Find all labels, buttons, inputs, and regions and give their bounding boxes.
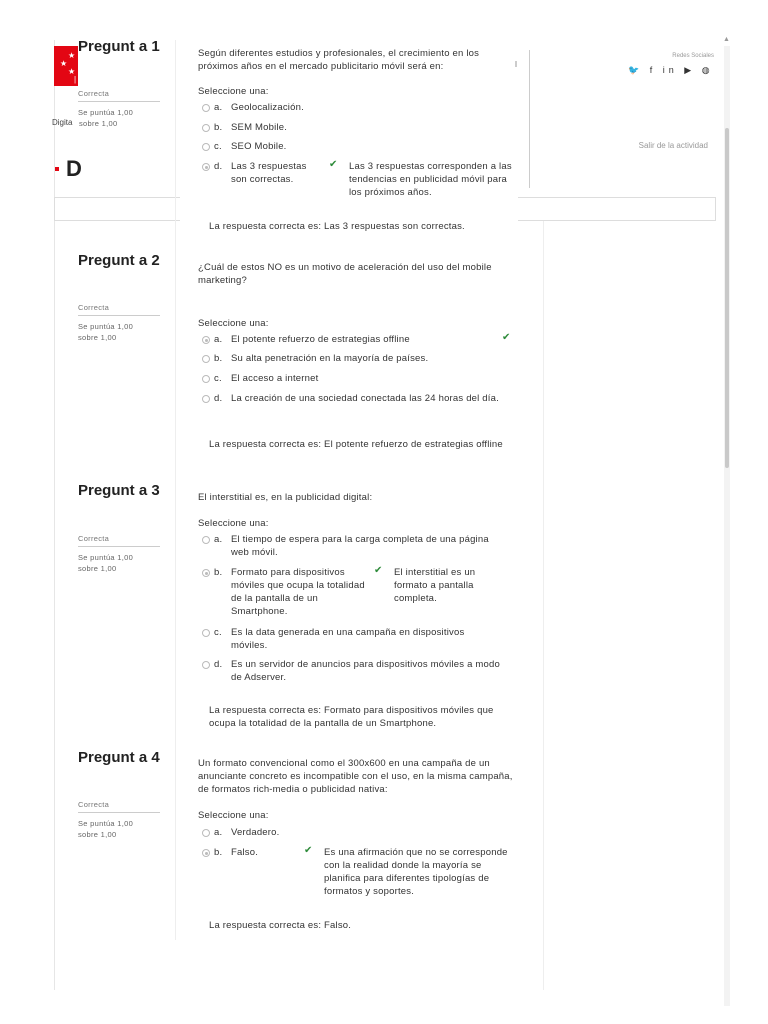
option-letter: a. <box>214 334 223 345</box>
radio-button[interactable] <box>202 536 210 544</box>
question-1-state: Correcta <box>78 89 160 102</box>
option-text: La creación de una sociedad conectada las 24 horas del día. <box>231 393 499 404</box>
option-letter: d. <box>214 659 223 670</box>
option-letter: c. <box>214 141 222 152</box>
facebook-icon[interactable]: f <box>649 65 657 75</box>
scroll-up-arrow-icon[interactable]: ▲ <box>723 36 730 43</box>
question-1-text: Según diferentes estudios y profesionales, el crecimiento en los próximos años en el mercado publicitario móvil será en: <box>198 48 480 72</box>
radio-button-selected[interactable] <box>202 569 210 577</box>
question-4-correct-answer: La respuesta correcta es: Falso. <box>209 920 352 931</box>
question-3-option-b[interactable] <box>202 566 367 622</box>
radio-button[interactable] <box>202 661 210 669</box>
option-text: Formato para dispositivos móviles que ocupa la totalidad de la pantalla de un Smartphone. <box>231 567 365 617</box>
question-4-option-a[interactable] <box>202 826 402 840</box>
option-text: El tiempo de espera para la carga completa de una página web móvil. <box>231 534 489 558</box>
question-2-text: ¿Cuál de estos NO es un motivo de aceleración del uso del mobile marketing? <box>198 262 492 286</box>
option-letter: a. <box>214 827 223 838</box>
exit-activity-link[interactable]: Salir de la actividad <box>638 141 708 150</box>
grade-line: Se puntúa 1,00 <box>78 108 134 117</box>
question-1-option-d[interactable] <box>202 160 322 188</box>
org-name: Digita <box>52 118 73 127</box>
question-2-number: Pregunt a 2 <box>78 252 160 269</box>
question-3-text: El interstitial es, en la publicidad digital: <box>198 492 373 503</box>
check-icon: ✔ <box>374 565 383 576</box>
option-text: SEM Mobile. <box>231 122 288 133</box>
question-2-option-c[interactable] <box>202 372 502 386</box>
question-1-correct-answer: La respuesta correcta es: Las 3 respuestas son correctas. <box>209 221 465 232</box>
radio-button[interactable] <box>202 395 210 403</box>
option-letter: d. <box>214 393 223 404</box>
question-2-state: Correcta <box>78 303 160 316</box>
social-title: Redes Sociales <box>672 53 714 59</box>
option-letter: b. <box>214 353 223 364</box>
option-letter: b. <box>214 847 223 858</box>
question-3-option-c[interactable] <box>202 626 502 654</box>
question-1-grade <box>78 107 168 118</box>
question-1-option-a[interactable] <box>202 101 502 115</box>
radio-button-selected[interactable] <box>202 163 210 171</box>
radio-button[interactable] <box>202 829 210 837</box>
page-title-letter: D <box>66 156 82 181</box>
option-letter: b. <box>214 122 223 133</box>
question-1-number: Pregunt a 1 <box>78 38 160 55</box>
option-letter: c. <box>214 627 222 638</box>
option-text: SEO Mobile. <box>231 141 287 152</box>
check-icon: ✔ <box>502 332 511 343</box>
radio-button[interactable] <box>202 143 210 151</box>
question-1-select-label: Seleccione una: <box>198 86 269 97</box>
option-text: El potente refuerzo de estrategias offline <box>231 334 410 345</box>
twitter-icon[interactable]: 🐦 <box>628 65 644 75</box>
pane-divider <box>175 40 176 940</box>
option-text: Geolocalización. <box>231 102 304 113</box>
question-2-option-a[interactable] <box>202 333 502 347</box>
option-letter: a. <box>214 102 223 113</box>
option-letter: d. <box>214 161 223 172</box>
option-text: El acceso a internet <box>231 373 319 384</box>
question-4-select-label: Seleccione una: <box>198 810 269 821</box>
question-2-grade: Se puntúa 1,00 <box>78 322 134 331</box>
question-4-grade: Se puntúa 1,00 <box>78 819 134 828</box>
question-2-option-d[interactable] <box>202 392 512 420</box>
question-2-grade-max: sobre 1,00 <box>78 333 117 342</box>
question-1-panel-edge <box>529 50 530 188</box>
question-1-grade-max: sobre 1,00 <box>79 119 118 128</box>
question-2-option-b[interactable] <box>202 352 502 366</box>
option-text: Verdadero. <box>231 827 280 838</box>
question-1-option-b[interactable] <box>202 121 502 135</box>
right-page-rule <box>543 220 544 990</box>
question-4-number: Pregunt a 4 <box>78 749 160 766</box>
question-1-option-c[interactable] <box>202 140 502 154</box>
radio-button[interactable] <box>202 355 210 363</box>
option-letter: a. <box>214 534 223 545</box>
globe-icon[interactable]: ◍ <box>701 65 714 75</box>
option-letter: c. <box>214 373 222 384</box>
question-3-correct-answer: La respuesta correcta es: Formato para dispositivos móviles que ocupa la totalidad de la pantalla de un Smartphone. <box>209 705 494 729</box>
question-1-feedback: Las 3 respuestas corresponden a las tendencias en publicidad móvil para los próximos años. <box>349 161 512 198</box>
question-3-option-a[interactable] <box>202 533 502 561</box>
linkedin-icon[interactable]: in <box>662 65 678 75</box>
option-text: Las 3 respuestas son correctas. <box>231 161 307 185</box>
brand-logo: ★ ★ ★ | <box>54 46 78 86</box>
option-text: Falso. <box>231 847 259 858</box>
radio-button[interactable] <box>202 375 210 383</box>
question-3-select-label: Seleccione una: <box>198 518 269 529</box>
option-text: Es un servidor de anuncios para dispositivos móviles a modo de Adserver. <box>231 659 500 683</box>
question-2-correct-answer: La respuesta correcta es: El potente refuerzo de estrategias offline <box>209 439 503 450</box>
left-page-rule <box>54 40 55 990</box>
question-3-feedback: El interstitial es un formato a pantalla completa. <box>394 567 476 604</box>
check-icon: ✔ <box>304 845 313 856</box>
question-3-grade-max: sobre 1,00 <box>78 564 117 573</box>
question-3-number: Pregunt a 3 <box>78 482 160 499</box>
option-text: Su alta penetración en la mayoría de países. <box>231 353 429 364</box>
option-letter: b. <box>214 567 223 578</box>
question-2-select-label: Seleccione una: <box>198 318 269 329</box>
question-4-grade-max: sobre 1,00 <box>78 830 117 839</box>
question-3-grade: Se puntúa 1,00 <box>78 553 134 562</box>
radio-button-selected[interactable] <box>202 849 210 857</box>
scrollbar-thumb[interactable] <box>725 128 729 468</box>
social-links <box>628 65 714 76</box>
question-4-feedback: Es una afirmación que no se corresponde con la realidad donde la mayoría se planifica para diferentes tipologías de formatos y soportes. <box>324 847 508 897</box>
radio-button-selected[interactable] <box>202 336 210 344</box>
question-3-state: Correcta <box>78 534 160 547</box>
check-icon: ✔ <box>329 159 338 170</box>
red-marker <box>55 167 59 171</box>
radio-button[interactable] <box>202 629 210 637</box>
question-4-state: Correcta <box>78 800 160 813</box>
question-4-option-b[interactable] <box>202 846 292 860</box>
radio-button[interactable] <box>202 124 210 132</box>
youtube-icon[interactable]: ▶ <box>684 65 696 75</box>
option-text: Es la data generada en una campaña en dispositivos móviles. <box>231 627 465 651</box>
radio-button[interactable] <box>202 104 210 112</box>
question-4-text: Un formato convencional como el 300x600 en una campaña de un anunciante concreto es incompatible con el uso, en la misma campaña, de formatos rich-media o publicidad nativa: <box>198 758 513 795</box>
question-3-option-d[interactable] <box>202 658 502 686</box>
